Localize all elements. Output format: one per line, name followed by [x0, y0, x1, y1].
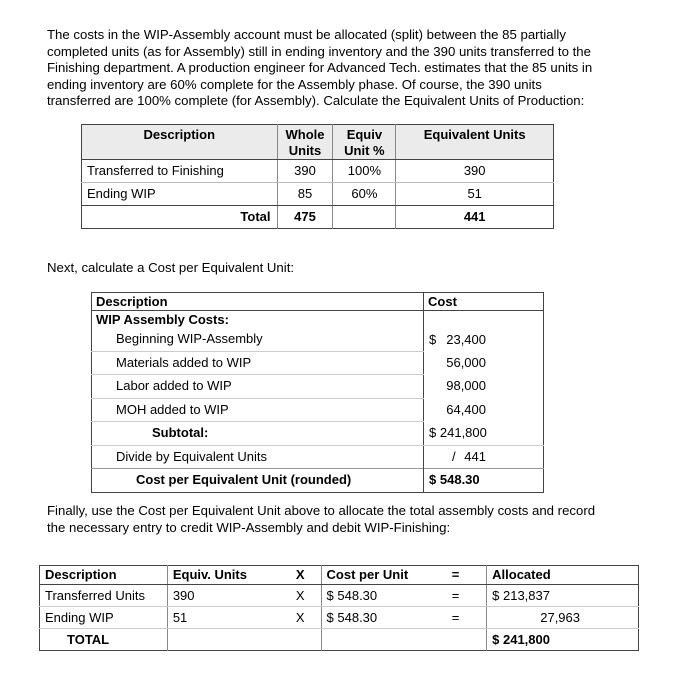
total-row [82, 206, 554, 229]
header-equiv-unit-pct: Equiv Unit % [333, 125, 396, 160]
final-line: Finally, use the Cost per Equivalent Unit above to allocate the total assembly costs and record [47, 503, 596, 518]
header-equivalent-units: Equivalent Units [396, 125, 554, 160]
row-description: Transferred to Finishing [82, 160, 278, 183]
row-x: X [269, 585, 321, 607]
table-header-row [82, 125, 554, 160]
header-description: Description [40, 566, 168, 585]
row-cost-per-unit: $ 548.30 [321, 585, 425, 607]
intro-line: completed units (as for Assembly) still in ending inventory and the 390 units transferred to the [47, 43, 591, 59]
total-label: Total [240, 209, 271, 224]
row-whole-units: 85 [277, 183, 333, 206]
row-description: Ending WIP [40, 607, 168, 629]
final-instruction [47, 503, 667, 536]
subtotal-value: $ 241,800 [424, 422, 544, 446]
table-row [92, 398, 544, 422]
row-equiv-pct: 60% [333, 183, 396, 206]
section-title: WIP Assembly Costs: [96, 312, 229, 327]
intro-line: ending inventory are 60% complete for the Assembly phase. Of course, the 390 units [47, 76, 542, 92]
header-equals: = [425, 566, 487, 585]
next-instruction: Next, calculate a Cost per Equivalent Unit: [47, 260, 295, 275]
total-empty-cell [333, 206, 396, 229]
row-equiv-units: 390 [167, 585, 269, 607]
row-description: Transferred Units [40, 585, 168, 607]
cost-item-label: MOH added to WIP [92, 398, 424, 422]
total-allocated: $ 241,800 [487, 629, 639, 651]
intro-line: transferred are 100% complete (for Assembly). Calculate the Equivalent Units of Production: [47, 93, 585, 108]
final-line: the necessary entry to credit WIP-Assembly and debit WIP-Finishing: [47, 519, 451, 535]
row-cost-per-unit: $ 548.30 [321, 607, 425, 629]
divide-label: Divide by Equivalent Units [116, 448, 268, 464]
cost-per-equivalent-unit-table [91, 292, 544, 493]
subtotal-label: Subtotal: [92, 422, 424, 446]
row-equals: = [425, 607, 487, 629]
allocation-table [39, 565, 639, 651]
cost-item-value: 56,000 [424, 351, 544, 375]
table-row [40, 607, 639, 629]
table-row [40, 585, 639, 607]
table-header-row [40, 566, 639, 585]
divide-row [92, 445, 544, 469]
empty-cell [167, 629, 269, 651]
row-x: X [269, 607, 321, 629]
cost-per-unit-label: Cost per Equivalent Unit (rounded) [92, 469, 424, 493]
table-row [92, 328, 544, 351]
equivalent-units-table [81, 124, 554, 229]
cost-item-label: Materials added to WIP [92, 351, 424, 375]
row-whole-units: 390 [277, 160, 333, 183]
row-equivalent-units: 51 [396, 183, 554, 206]
header-cost: Cost [424, 293, 544, 311]
header-description: Description [82, 125, 278, 160]
row-description: Ending WIP [82, 183, 278, 206]
row-allocated: 27,963 [487, 607, 639, 629]
header-cost-per-unit: Cost per Unit [321, 566, 425, 585]
row-equivalent-units: 390 [396, 160, 554, 183]
total-row [40, 629, 639, 651]
row-equals: = [425, 585, 487, 607]
cost-item-value: $ 23,400 [424, 328, 544, 351]
total-whole-units: 475 [277, 206, 333, 229]
total-label: TOTAL [67, 632, 110, 647]
empty-cost-cell [424, 311, 544, 329]
table-row [92, 351, 544, 375]
cost-item-label: Labor added to WIP [92, 375, 424, 399]
cost-item-label: Beginning WIP-Assembly [92, 328, 424, 351]
header-equiv-units: Equiv. Units [167, 566, 269, 585]
row-equiv-units: 51 [167, 607, 269, 629]
intro-line: Finishing department. A production engineer for Advanced Tech. estimates that the 85 units in [47, 60, 593, 75]
header-allocated: Allocated [487, 566, 639, 585]
table-header-row [92, 293, 544, 311]
header-x: X [269, 566, 321, 585]
subtotal-row [92, 422, 544, 446]
empty-cell [321, 629, 425, 651]
divide-value: / 441 [424, 445, 544, 469]
table-row [82, 183, 554, 206]
table-row [92, 375, 544, 399]
header-whole-units: Whole Units [277, 125, 333, 160]
total-equivalent-units: 441 [396, 206, 554, 229]
intro-paragraph [47, 27, 667, 110]
intro-line: The costs in the WIP-Assembly account must be allocated (split) between the 85 partially [47, 27, 566, 42]
row-equiv-pct: 100% [333, 160, 396, 183]
empty-cell [425, 629, 487, 651]
cost-item-value: 98,000 [424, 375, 544, 399]
table-row [82, 160, 554, 183]
cost-item-value: 64,400 [424, 398, 544, 422]
header-description: Description [92, 293, 424, 311]
cost-per-unit-row [92, 469, 544, 493]
section-row [92, 311, 544, 329]
empty-cell [269, 629, 321, 651]
row-allocated: $ 213,837 [487, 585, 639, 607]
cost-per-unit-value: $ 548.30 [424, 469, 544, 493]
